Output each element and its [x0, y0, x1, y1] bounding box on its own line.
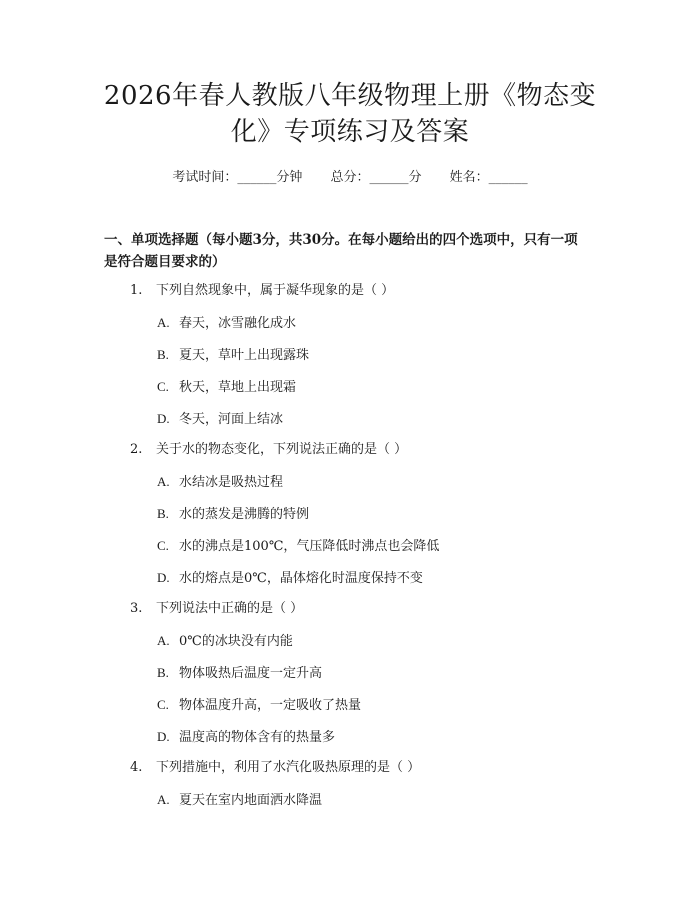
exam-meta — [0, 168, 700, 188]
question-text: 下列措施中，利用了水汽化吸热原理的是（ ） — [156, 760, 421, 775]
option-letter: B. — [157, 665, 169, 680]
student-name-field: 姓名：______ — [449, 170, 528, 185]
option-letter: D. — [157, 729, 170, 744]
question-3-option-d — [157, 727, 335, 748]
title-line-1: 2026年春人教版八年级物理上册《物态变 — [103, 81, 597, 111]
question-number: 3. — [130, 601, 143, 616]
option-letter: B. — [157, 347, 169, 362]
exam-time-field: 考试时间：______分钟 — [172, 170, 303, 185]
question-2-option-d — [157, 568, 423, 589]
question-1-option-c — [157, 377, 296, 398]
option-text: 水的沸点是100℃，气压降低时沸点也会降低 — [179, 539, 440, 554]
section-heading-line-1: 一、单项选择题（每小题3分，共30分。在每小题给出的四个选项中，只有一项 — [104, 232, 578, 248]
option-letter: A. — [157, 633, 170, 648]
option-letter: A. — [157, 792, 170, 807]
option-text: 水结冰是吸热过程 — [179, 475, 284, 490]
option-letter: C. — [157, 379, 169, 394]
question-3 — [130, 599, 303, 619]
option-text: 物体吸热后温度一定升高 — [179, 666, 323, 681]
title-line-2: 化》专项练习及答案 — [230, 117, 470, 147]
option-text: 夏天在室内地面洒水降温 — [179, 793, 323, 808]
question-3-option-a — [157, 631, 293, 652]
option-text: 冬天，河面上结冰 — [179, 412, 284, 427]
option-letter: B. — [157, 506, 169, 521]
question-1-option-a — [157, 313, 296, 334]
question-3-option-c — [157, 695, 361, 716]
total-score-field: 总分：______分 — [330, 170, 422, 185]
option-letter: D. — [157, 570, 170, 585]
option-letter: D. — [157, 411, 170, 426]
section-heading — [104, 229, 604, 273]
question-text: 下列自然现象中，属于凝华现象的是（ ） — [156, 283, 395, 298]
question-4-option-a — [157, 790, 322, 811]
question-2-option-b — [157, 504, 309, 525]
question-1-option-d — [157, 409, 283, 430]
question-number: 1. — [130, 283, 143, 298]
question-1 — [130, 281, 394, 301]
question-number: 4. — [130, 760, 143, 775]
option-letter: C. — [157, 697, 169, 712]
section-heading-line-2: 是符合题目要求的） — [104, 254, 226, 270]
question-2-option-c — [157, 536, 439, 557]
document-title — [90, 78, 610, 150]
option-letter: A. — [157, 315, 170, 330]
question-text: 关于水的物态变化，下列说法正确的是（ ） — [156, 442, 408, 457]
option-letter: C. — [157, 538, 169, 553]
question-2-option-a — [157, 472, 283, 493]
option-text: 0℃的冰块没有内能 — [179, 634, 293, 649]
question-text: 下列说法中正确的是（ ） — [156, 601, 304, 616]
option-text: 夏天，草叶上出现露珠 — [179, 348, 310, 363]
option-text: 秋天，草地上出现霜 — [179, 380, 297, 395]
option-text: 温度高的物体含有的热量多 — [179, 730, 336, 745]
option-text: 水的蒸发是沸腾的特例 — [179, 507, 310, 522]
option-text: 物体温度升高，一定吸收了热量 — [179, 698, 362, 713]
option-text: 水的熔点是0℃，晶体熔化时温度保持不变 — [179, 571, 423, 586]
option-letter: A. — [157, 474, 170, 489]
question-1-option-b — [157, 345, 309, 366]
question-number: 2. — [130, 442, 143, 457]
question-4 — [130, 758, 420, 778]
option-text: 春天，冰雪融化成水 — [179, 316, 297, 331]
question-2 — [130, 440, 407, 460]
question-3-option-b — [157, 663, 322, 684]
